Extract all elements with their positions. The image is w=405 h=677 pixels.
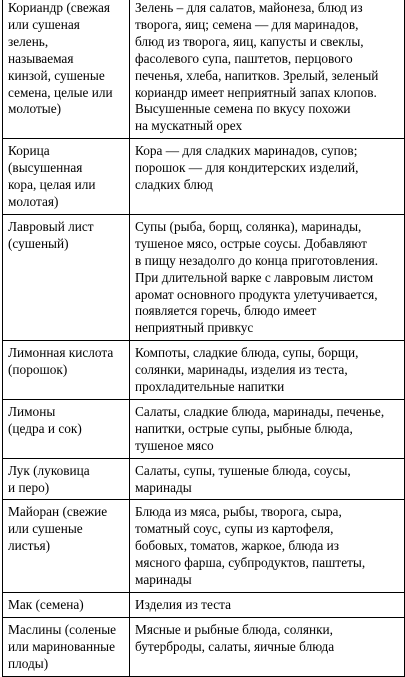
spice-usage-cell <box>130 458 405 500</box>
spice-usage-line: Изделия из теста <box>135 597 231 612</box>
spice-usage-line: томатный соус, супы из картофеля, <box>135 521 334 537</box>
table-body <box>3 0 405 676</box>
spice-name-line: Мак (семена) <box>8 597 84 612</box>
spice-name-line: или сушеная <box>8 16 80 32</box>
spice-name-line: кинзой, сушеные <box>8 67 105 83</box>
spice-usage-line: маринады <box>135 572 192 588</box>
spice-name-line: (сушеный) <box>8 235 69 251</box>
spice-usage-line: порошок — для кондитерских изделий, <box>135 160 359 176</box>
spice-name-line: или маринованные <box>8 638 116 654</box>
spice-usage-line: Высушенные семена по вкусу похожи <box>135 101 351 117</box>
spice-usage-line: маринады <box>135 479 192 495</box>
spice-name-line: Лимоны <box>8 403 56 419</box>
spice-usage-line: Салаты, супы, тушеные блюда, соусы, <box>135 462 351 478</box>
spice-usage-cell <box>130 139 405 215</box>
table-row <box>3 139 405 215</box>
spice-usage-cell <box>130 617 405 676</box>
spice-usage-line: прохладительные напитки <box>135 379 285 395</box>
table-row <box>3 593 405 618</box>
table-row <box>3 617 405 676</box>
spice-name-line: Лавровый лист <box>8 218 94 234</box>
spice-usage-cell <box>130 214 405 340</box>
spice-usage-line: Компоты, сладкие блюда, супы, борщи, <box>135 345 359 361</box>
spice-name-line: листья) <box>8 538 51 554</box>
spice-name-cell <box>3 0 130 139</box>
spice-name-line: зелень, <box>8 33 49 49</box>
spice-name-cell <box>3 139 130 215</box>
table-row <box>3 341 405 400</box>
spice-usage-line: творога, яиц; семена — для маринадов, <box>135 16 359 32</box>
spice-usage-line: Зелень – для салатов, майонеза, блюд из <box>135 0 363 15</box>
spice-name-cell <box>3 214 130 340</box>
spice-name-cell <box>3 500 130 593</box>
spice-usage-line: бобовых, томатов, жаркое, блюда из <box>135 538 340 554</box>
spice-name-line: семена, целые или <box>8 84 113 100</box>
spice-usage-line: фасолевого супа, паштетов, перцового <box>135 50 353 66</box>
spice-name-cell <box>3 458 130 500</box>
table-row <box>3 500 405 593</box>
spice-name-cell <box>3 399 130 458</box>
spice-usage-cell <box>130 341 405 400</box>
spice-usage-cell <box>130 0 405 139</box>
spice-name-cell <box>3 617 130 676</box>
spice-usage-line: солянки, маринады, изделия из теста, <box>135 362 348 378</box>
spice-name-line: Лук (луковица <box>8 462 90 478</box>
spice-usage-line: Блюда из мяса, рыбы, творога, сыра, <box>135 504 342 520</box>
spice-usage-line: напитки, острые супы, рыбные блюда, <box>135 420 353 436</box>
spice-name-cell <box>3 341 130 400</box>
spice-usage-line: кориандр имеет неприятный запах клопов. <box>135 84 377 100</box>
spice-name-line: или сушеные <box>8 521 83 537</box>
table-row <box>3 214 405 340</box>
spice-usage-cell <box>130 500 405 593</box>
spice-usage-line: в пищу незадолго до конца приготовления. <box>135 252 379 268</box>
spice-name-line: молотые) <box>8 101 62 117</box>
spice-usage-line: Мясные и рыбные блюда, солянки, <box>135 621 333 637</box>
table-row <box>3 399 405 458</box>
spice-usage-line: тушеное мясо <box>135 437 214 453</box>
spice-name-line: Корица <box>8 143 50 159</box>
spice-name-line: плоды) <box>8 655 49 671</box>
spice-usage-line: аромат основного продукта улетучивается, <box>135 286 378 302</box>
spice-name-line: Кориандр (свежая <box>8 0 111 15</box>
spice-name-cell <box>3 593 130 618</box>
spice-usage-line: При длительной варке с лавровым листом <box>135 269 374 285</box>
spice-name-line: (высушенная <box>8 160 83 176</box>
spice-usage-line: неприятный привкус <box>135 320 254 336</box>
table-row <box>3 0 405 139</box>
spice-name-line: (цедра и сок) <box>8 420 82 436</box>
spice-usage-line: блюд из творога, яиц, капусты и свеклы, <box>135 33 364 49</box>
spice-name-line: и перо) <box>8 479 50 495</box>
spice-usage-line: тушеное мясо, острые соусы. Добавляют <box>135 235 367 251</box>
spice-name-line: кора, целая или <box>8 177 96 193</box>
spice-usage-line: Супы (рыба, борщ, солянка), маринады, <box>135 218 362 234</box>
spice-usage-line: появляется горечь, блюдо имеет <box>135 303 317 319</box>
spice-name-line: Лимонная кислота <box>8 345 114 361</box>
spice-name-line: Майоран (свежие <box>8 504 108 520</box>
spice-usage-line: мясного фарша, субпродуктов, паштеты, <box>135 555 366 571</box>
spice-usage-line: Кора — для сладких маринадов, супов; <box>135 143 358 159</box>
spice-name-line: молотая) <box>8 193 59 209</box>
spice-name-line: Маслины (соленые <box>8 621 117 637</box>
spice-usage-cell <box>130 593 405 618</box>
spice-name-line: (порошок) <box>8 362 68 378</box>
spice-usage-line: печенья, хлеба, напитков. Зрелый, зеленый <box>135 67 379 83</box>
spice-usage-line: сладких блюд <box>135 177 213 193</box>
spice-table <box>2 0 405 677</box>
spice-usage-line: бутерброды, салаты, яичные блюда <box>135 638 335 654</box>
table-row <box>3 458 405 500</box>
spice-name-line: называемая <box>8 50 74 66</box>
spice-usage-cell <box>130 399 405 458</box>
spice-usage-line: Салаты, сладкие блюда, маринады, печенье, <box>135 403 385 419</box>
spice-usage-line: на мускатный орех <box>135 118 243 134</box>
